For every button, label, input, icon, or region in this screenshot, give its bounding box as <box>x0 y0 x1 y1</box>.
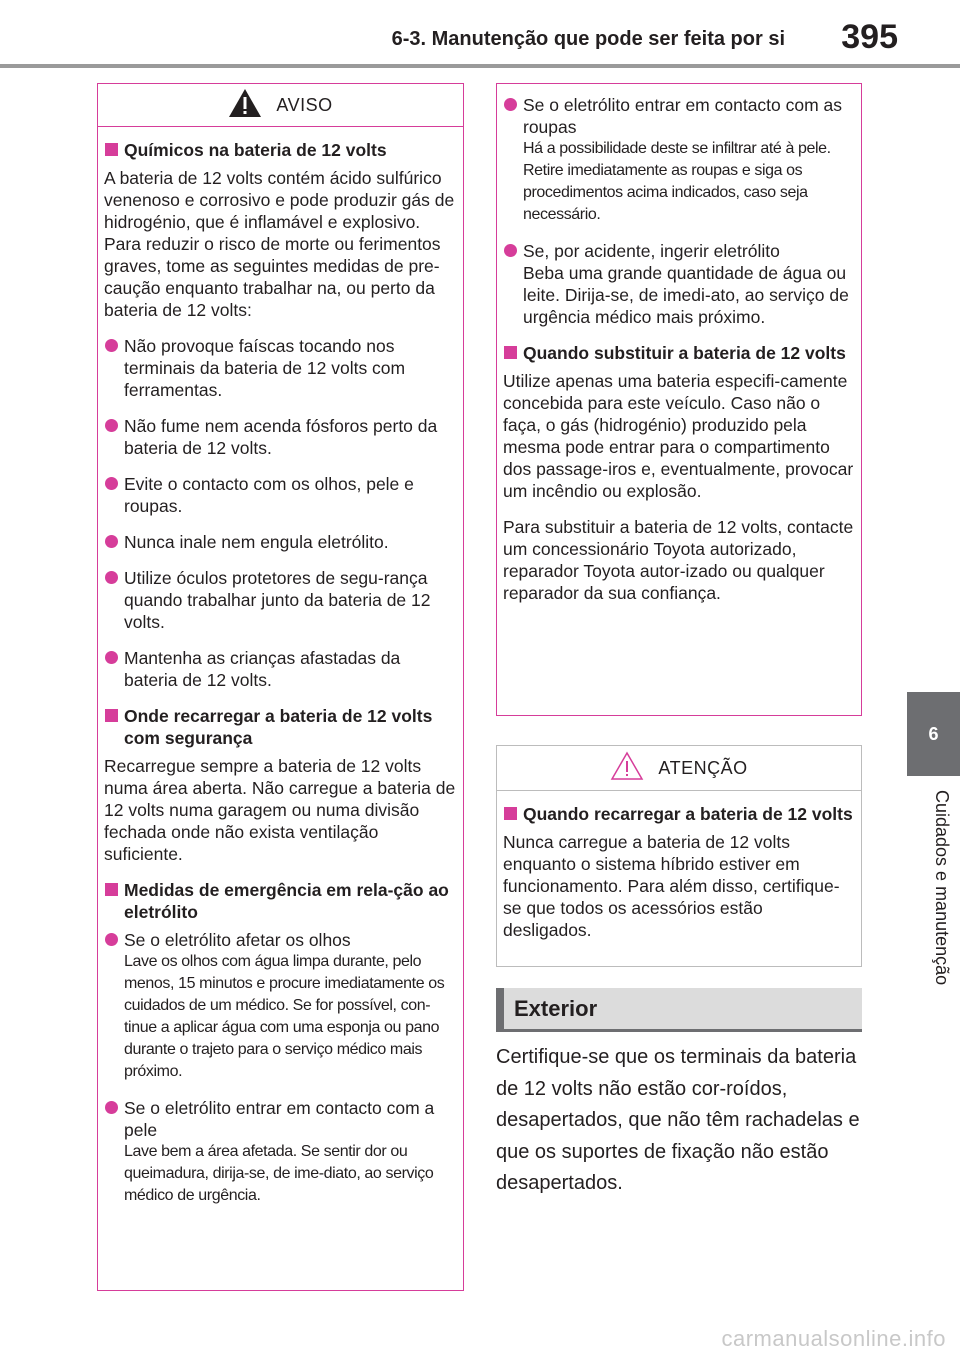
bullet-item: Nunca inale nem engula eletrólito. <box>104 531 457 553</box>
warning-outline-icon <box>610 751 644 786</box>
paragraph: Para substituir a bateria de 12 volts, contacte um concessionário Toyota autorizado, reparador Toyota autor-izado ou qualquer reparador da sua confiança. <box>503 517 854 603</box>
section-heading: Onde recarregar a bateria de 12 volts com segurança <box>104 705 457 749</box>
aviso-continued-box <box>496 83 862 716</box>
header-rule <box>0 64 960 68</box>
bullet-item: Não fume nem acenda fósforos perto da bateria de 12 volts. <box>104 415 457 459</box>
section-heading: Quando substituir a bateria de 12 volts <box>503 342 855 364</box>
paragraph: Nunca carregue a bateria de 12 volts enquanto o sistema híbrido estiver em funcionamento. Para além disso, certifique-se que todos os acessórios estão desligados. <box>503 832 840 940</box>
warning-triangle-icon <box>228 88 262 123</box>
section-heading: Medidas de emergência em rela-ção ao eletrólito <box>104 879 457 923</box>
bullet-title: Se, por acidente, ingerir eletrólito <box>523 241 780 261</box>
bullet-item: Utilize óculos protetores de segu-rança quando trabalhar junto da bateria de 12 volts. <box>104 567 457 633</box>
page-number: 395 <box>841 18 898 56</box>
paragraph: Utilize apenas uma bateria especifi-camente concebida para este veículo. Caso não o faça, o gás (hidrogénio) produzido pela mesma pode entrar para o compartimento dos passage-iros e, eventualmente, provocar um incêndio ou explosão. <box>503 371 854 501</box>
bullet-text: Beba uma grande quantidade de água ou leite. Dirija-se, de imedi-ato, ao serviço de urgência médico mais próximo. <box>523 263 849 327</box>
bullet-item <box>503 240 855 328</box>
atencao-box <box>496 745 862 967</box>
atencao-header <box>497 746 861 791</box>
exterior-paragraph: Certifique-se que os terminais da bateria de 12 volts não estão cor-roídos, desapertados, que não têm rachadelas e que os suportes de fixação não estão desapertados. <box>496 1046 860 1194</box>
bullet-text: Lave bem a área afetada. Se sentir dor ou queimadura, dirija-se, de ime-diato, ao serviço médico de urgência. <box>124 1143 434 1204</box>
aviso-box <box>97 83 464 1291</box>
aviso-header <box>98 84 463 127</box>
bullet-item: Não provoque faíscas tocando nos terminais da bateria de 12 volts com ferramentas. <box>104 335 457 401</box>
bullet-text: Lave os olhos com água limpa durante, pelo menos, 15 minutos e procure imediatamente os cuidados de um médico. Se for possível, con-tinue a aplicar água com uma esponja ou pano durante o trajeto para o serviço médico mais próximo. <box>124 953 445 1080</box>
bullet-title: Se o eletrólito entrar em contacto com a pele <box>124 1098 435 1140</box>
bullet-item <box>503 94 855 226</box>
paragraph: Recarregue sempre a bateria de 12 volts numa área aberta. Não carregue a bateria de 12 volts numa garagem ou numa divisão fechada onde não exista ventilação suficiente. <box>104 756 456 864</box>
bullet-item: Mantenha as crianças afastadas da bateria de 12 volts. <box>104 647 457 691</box>
watermark: carmanualsonline.info <box>721 1326 946 1351</box>
chapter-label: Cuidados e manutenção <box>932 790 952 986</box>
atencao-title: ATENÇÃO <box>658 757 748 778</box>
bullet-text: Há a possibilidade deste se infiltrar até à pele. Retire imediatamente as roupas e siga os procedimentos acima indicados, caso seja necessário. <box>523 140 831 223</box>
bullet-title: Se o eletrólito entrar em contacto com as roupas <box>523 95 843 137</box>
bullet-item <box>104 1097 457 1207</box>
aviso-title: AVISO <box>276 94 333 115</box>
exterior-heading: Exterior <box>496 988 862 1032</box>
chapter-tab: 6 <box>907 692 960 776</box>
section-heading: Quando recarregar a bateria de 12 volts <box>503 803 855 825</box>
bullet-item: Evite o contacto com os olhos, pele e roupas. <box>104 473 457 517</box>
bullet-title: Se o eletrólito afetar os olhos <box>124 930 351 950</box>
paragraph: A bateria de 12 volts contém ácido sulfúrico venenoso e corrosivo e pode produzir gás de hidrogénio, que é inflamável e explosivo. Para reduzir o risco de morte ou ferimentos graves, tome as seguintes medidas de pre-caução enquanto trabalhar na, ou perto da bateria de 12 volts: <box>104 168 455 320</box>
section-title: 6-3. Manutenção que pode ser feita por si <box>391 28 785 50</box>
bullet-item <box>104 929 457 1083</box>
section-heading: Químicos na bateria de 12 volts <box>104 139 457 161</box>
